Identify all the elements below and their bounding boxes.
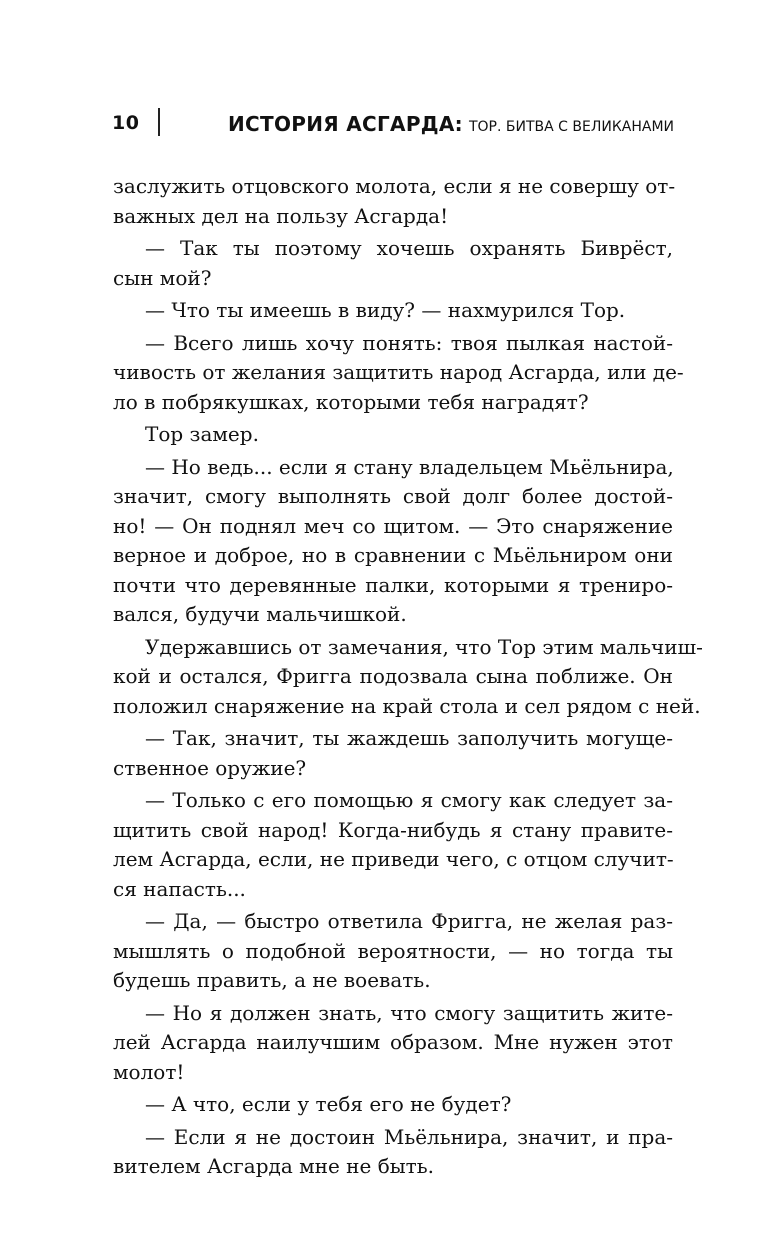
page-body-text [113,172,703,1182]
text-line: — Но ведь... если я стану владельцем Мьёльнира, [145,454,674,479]
text-line: ло в побрякушках, которыми тебя наградят? [113,389,589,414]
text-line: положил снаряжение на край стола и сел рядом с ней. [113,693,701,718]
text-line: лем Асгарда, если, не приведи чего, с отцом случит- [113,847,674,871]
text-line: но! — Он поднял меч со щитом. — Это снаряжение [113,513,673,538]
text-line: ственное оружие? [113,755,307,780]
text-line: будешь править, а не воевать. [113,968,431,992]
text-line: молот! [113,1059,185,1084]
text-line: — Да, — быстро ответила Фригга, не желая раз- [145,909,673,933]
text-line: — Так, значит, ты жаждешь заполучить могуще- [145,726,673,750]
text-line: Тор замер. [145,422,259,446]
text-line: верное и доброе, но в сравнении с Мьёльниром они [113,543,673,567]
text-line: вителем Асгарда мне не быть. [113,1154,434,1178]
text-line: — Если я не достоин Мьёльнира, значит, и пра- [145,1124,673,1149]
text-line: — Всего лишь хочу понять: твоя пылкая настой- [145,330,673,355]
running-header [112,108,674,138]
text-line: щитить свой народ! Когда-нибудь я стану правите- [113,817,673,842]
text-line: почти что деревянные палки, которыми я трениро- [113,572,673,597]
text-line: заслужить отцовского молота, если я не совершу от- [113,174,676,198]
text-line: значит, смогу выполнять свой долг более достой- [113,484,673,508]
text-line: мышлять о подобной вероятности, — но тогда ты [113,938,673,963]
text-line: лей Асгарда наилучшим образом. Мне нужен этот [113,1030,673,1054]
text-line: — А что, если у тебя его не будет? [145,1092,512,1116]
text-line: ся напасть... [113,876,246,901]
book-subtitle: ТОР. БИТВА С ВЕЛИКАНАМИ [468,119,674,135]
text-line: — Что ты имеешь в виду? — нахмурился Тор. [145,298,626,322]
page-number: 10 [112,112,140,134]
text-line: кой и остался, Фригга подозвала сына поближе. Он [113,664,673,688]
text-line: — Только с его помощью я смогу как следует за- [145,788,673,812]
running-head-title [228,112,674,136]
text-line: сын мой? [113,265,212,290]
text-line: важных дел на пользу Асгарда! [113,203,449,228]
text-line: Удержавшись от замечания, что Тор этим мальчиш- [145,634,703,659]
text-line: — Но я должен знать, что смогу защитить жите- [145,1000,673,1025]
header-divider [158,108,160,136]
text-line: вался, будучи мальчишкой. [113,602,407,626]
book-title: ИСТОРИЯ АСГАРДА: [228,112,463,136]
text-line: — Так ты поэтому хочешь охранять Биврёст, [145,236,673,260]
text-line: чивость от желания защитить народ Асгарда, или де- [113,360,684,384]
